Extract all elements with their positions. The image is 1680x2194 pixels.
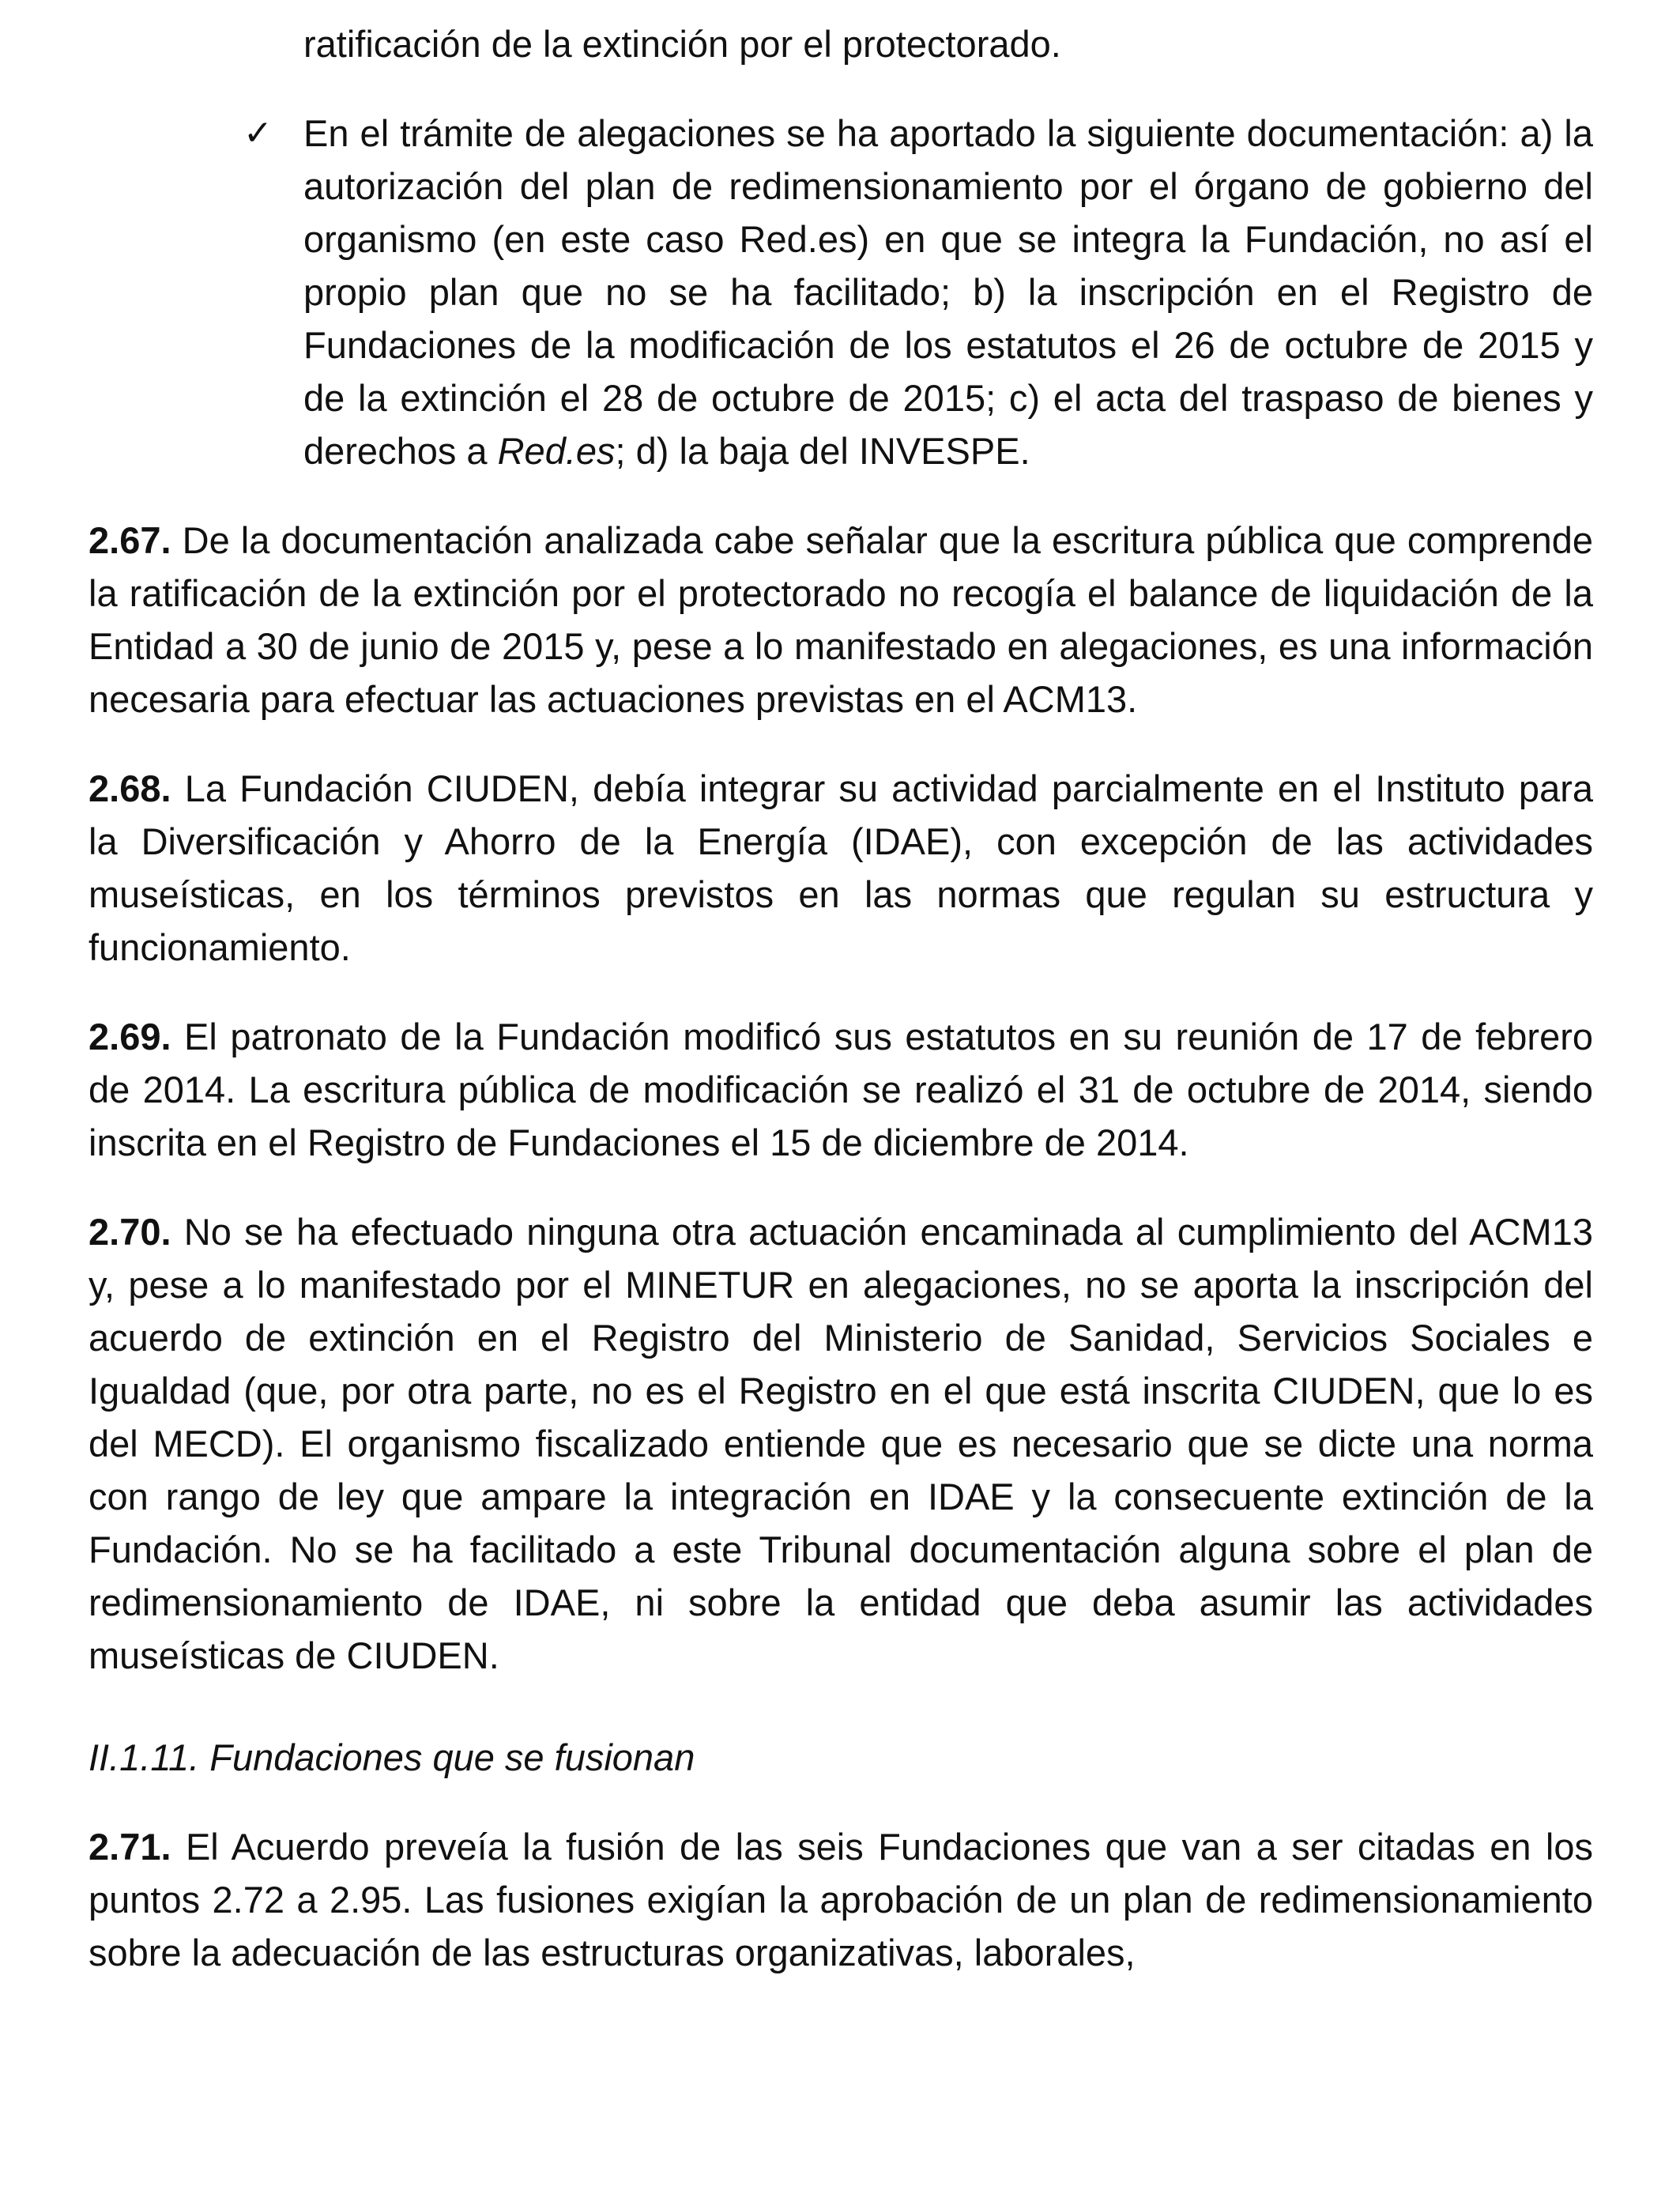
checklist-text-part2: ; d) la baja del INVESPE.: [615, 430, 1030, 472]
paragraph-text: De la documentación analizada cabe señalar que la escritura pública que comprende la ratificación de la extinción por el protectorado no recogía el balance de liquidación de la Entidad a 30 de junio de 2015 y, pese a lo manifestado en alegaciones, es una información necesaria para efectuar las actuaciones previstas en el ACM13.: [89, 519, 1593, 720]
checklist-text-part1: En el trámite de alegaciones se ha aportado la siguiente documentación: a) la autorización del plan de redimensionamiento por el órgano de gobierno del organismo (en este caso Red.es) en que se integra la Fundación, no así el propio plan que no se ha facilitado; b) la inscripción en el Registro de Fundaciones de la modificación de los estatutos el 26 de octubre de 2015 y de la extinción el 28 de octubre de 2015; c) el acta del traspaso de bienes y derechos a: [303, 112, 1593, 472]
document-page: [89, 17, 1593, 1979]
paragraph-number: 2.69.: [89, 1016, 171, 1057]
paragraph-number: 2.71.: [89, 1826, 171, 1868]
paragraph-text: La Fundación CIUDEN, debía integrar su actividad parcialmente en el Instituto para la Diversificación y Ahorro de la Energía (IDAE), con excepción de las actividades museísticas, en los términos previstos en las normas que regulan su estructura y funcionamiento.: [89, 767, 1593, 968]
list-continuation-block: [243, 17, 1593, 477]
paragraph-2-67: [89, 514, 1593, 726]
paragraph-number: 2.70.: [89, 1211, 171, 1253]
checklist-item: [243, 107, 1593, 477]
paragraph-number: 2.67.: [89, 519, 171, 561]
paragraph-2-69: [89, 1010, 1593, 1169]
section-heading: II.1.11. Fundaciones que se fusionan: [89, 1736, 695, 1778]
paragraph-text: El Acuerdo preveía la fusión de las seis Fundaciones que van a ser citadas en los puntos 2.72 a 2.95. Las fusiones exigían la aprobación de un plan de redimensionamiento sobre la adecuación de las estructuras organizativas, laborales,: [89, 1826, 1593, 1973]
checklist-italic-term: Red.es: [497, 430, 616, 472]
paragraph-number: 2.68.: [89, 767, 171, 809]
paragraph-2-70: [89, 1205, 1593, 1682]
paragraph-2-68: [89, 762, 1593, 974]
paragraph-text: El patronato de la Fundación modificó sus estatutos en su reunión de 17 de febrero de 2014. La escritura pública de modificación se realizó el 31 de octubre de 2014, siendo inscrita en el Registro de Fundaciones el 15 de diciembre de 2014.: [89, 1016, 1593, 1163]
check-icon: ✓: [243, 113, 273, 153]
paragraph-2-71: [89, 1820, 1593, 1979]
paragraph-text: No se ha efectuado ninguna otra actuación encaminada al cumplimiento del ACM13 y, pese a lo manifestado por el MINETUR en alegaciones, no se aporta la inscripción del acuerdo de extinción en el Registro del Ministerio de Sanidad, Servicios Sociales e Igualdad (que, por otra parte, no es el Registro en el que está inscrita CIUDEN, que lo es del MECD). El organismo fiscalizado entiende que es necesario que se dicte una norma con rango de ley que ampare la integración en IDAE y la consecuente extinción de la Fundación. No se ha facilitado a este Tribunal documentación alguna sobre el plan de redimensionamiento de IDAE, ni sobre la entidad que deba asumir las actividades museísticas de CIUDEN.: [89, 1211, 1593, 1676]
checklist-item-text: [303, 107, 1593, 477]
continuation-text: ratificación de la extinción por el protectorado.: [303, 23, 1061, 65]
